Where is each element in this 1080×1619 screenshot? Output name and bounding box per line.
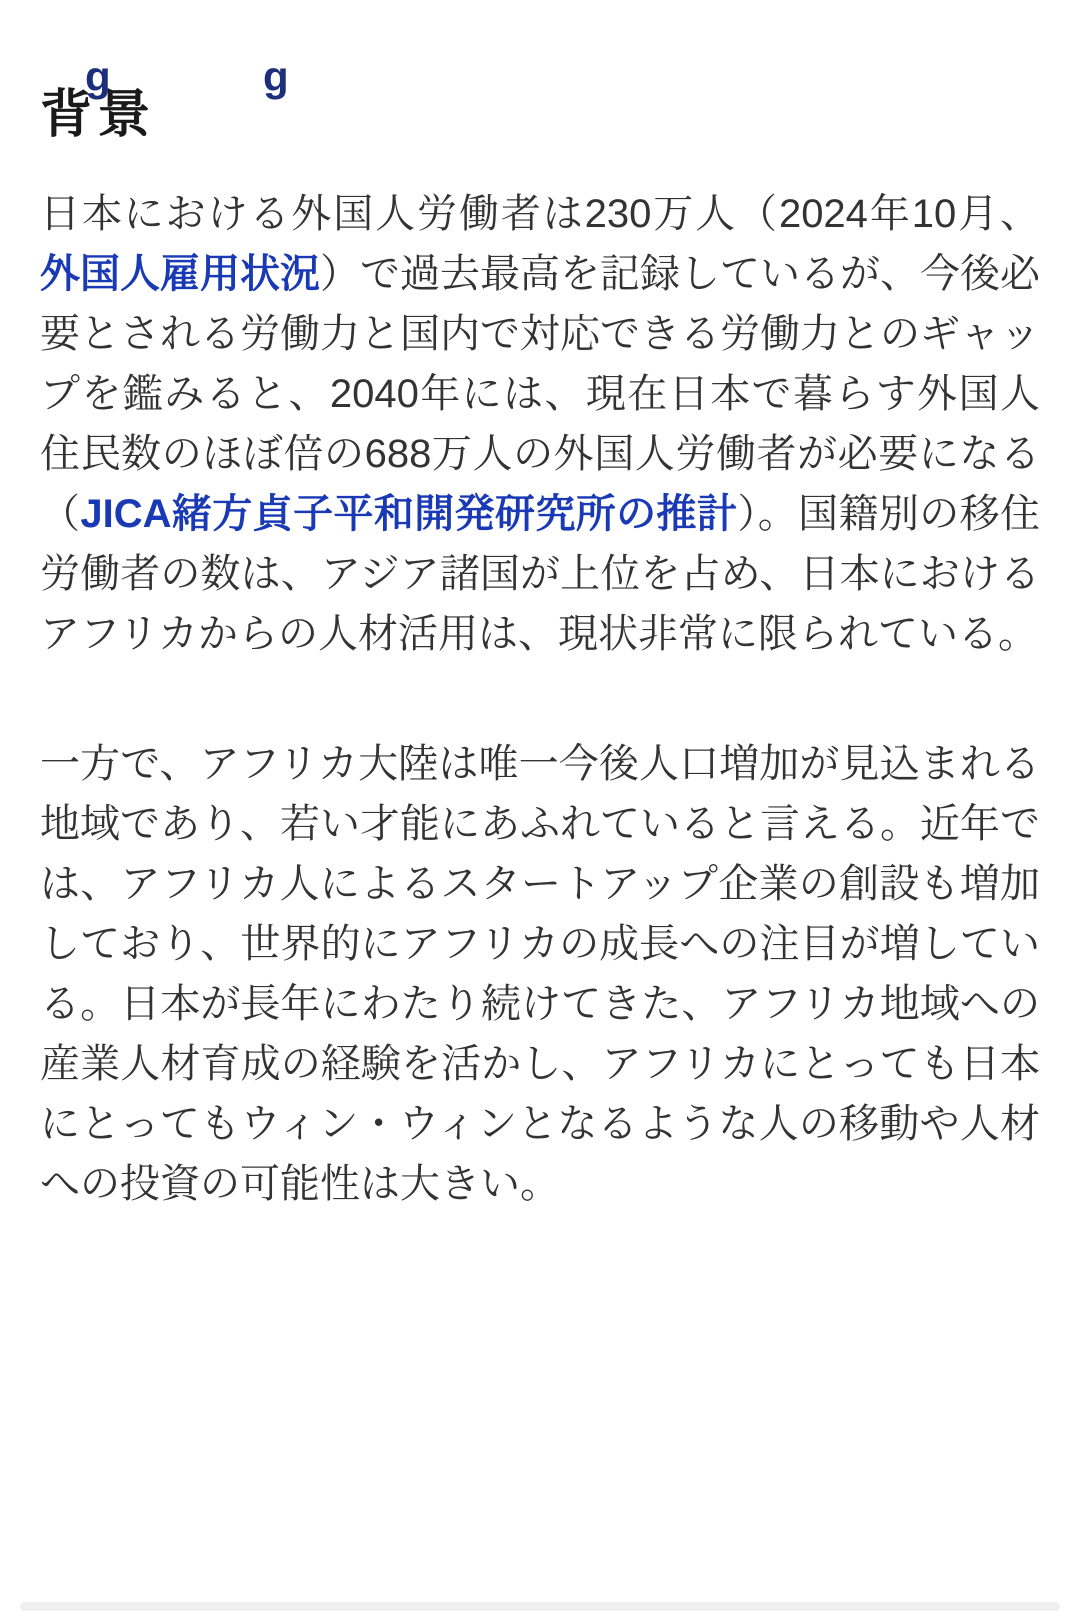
clipped-link-text[interactable]: g	[263, 53, 289, 100]
article-content	[0, 84, 1080, 1214]
link-foreign-employment-status[interactable]: 外国人雇用状況	[40, 252, 320, 296]
clipped-link-text[interactable]: g	[85, 53, 111, 100]
paragraph	[40, 184, 1040, 664]
paragraph-text: ）で過去最高を記録しているが、今後必要とされる労働力と国内で対応できる労働力とのギャップを鑑みると、2040年には、現在日本で暮らす外国人住民数のほぼ倍の688万人の外国人労働者が必要になる（	[40, 252, 1040, 536]
link-jica-estimate[interactable]: JICA緒方貞子平和開発研究所の推計	[80, 492, 738, 536]
paragraph	[40, 734, 1040, 1214]
section-divider	[20, 1602, 1060, 1611]
paragraph-text: ）。国籍別の移住労働者の数は、アジア諸国が上位を占め、日本におけるアフリカからの人材活用は、現状非常に限られている。	[40, 492, 1041, 656]
section-heading: 背景	[40, 86, 157, 144]
paragraph-text: 一方で、アフリカ大陸は唯一今後人口増加が見込まれる地域であり、若い才能にあふれていると言える。近年では、アフリカ人によるスタートアップ企業の創設も増加しており、世界的にアフリカの成長への注目が増している。日本が長年にわたり続けてきた、アフリカ地域への産業人材育成の経験を活かし、アフリカにとっても日本にとってもウィン・ウィンとなるような人の移動や人材への投資の可能性は大きい。	[40, 742, 1040, 1206]
clipped-top-link-line[interactable]	[0, 53, 1080, 100]
paragraph-text: 日本における外国人労働者は230万人（2024年10月、	[40, 192, 1040, 236]
article-page	[0, 53, 1080, 1619]
